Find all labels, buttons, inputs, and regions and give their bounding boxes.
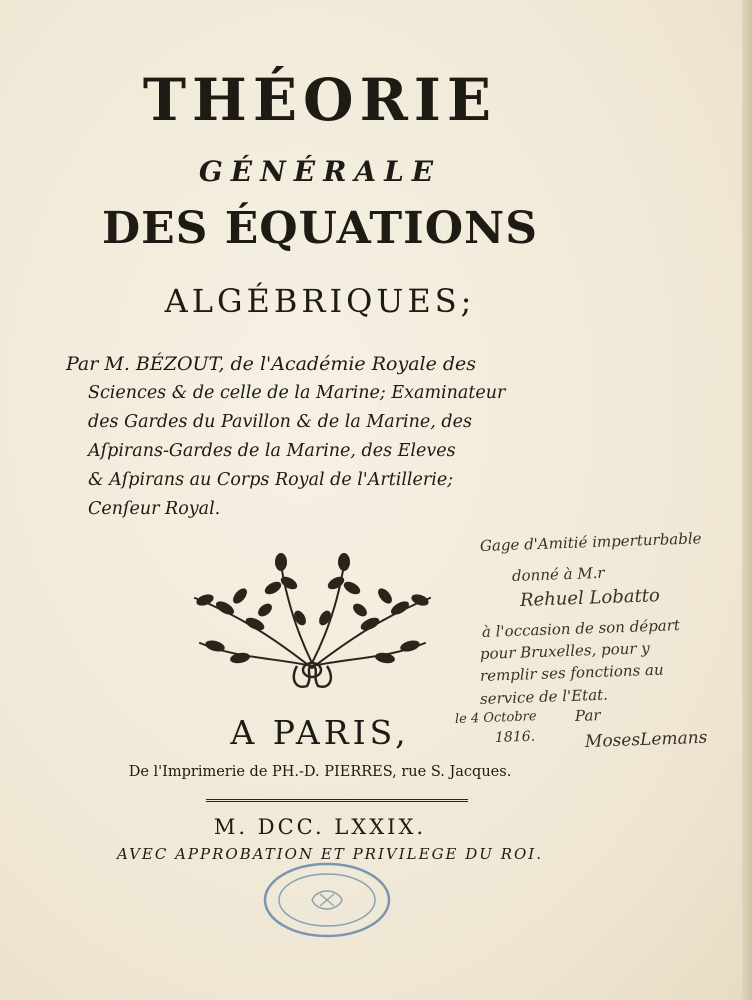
double-rule-divider — [206, 799, 468, 802]
author-line-6: Cenſeur Royal. — [88, 499, 221, 519]
foliage-ornament-icon — [185, 548, 440, 696]
imprint-privilege: AVEC APPROBATION ET PRIVILEGE DU ROI. — [116, 845, 543, 863]
imprint-date: M. DCC. LXXIX. — [213, 815, 427, 839]
inscription-line-4: à l'occasion de son départ — [481, 616, 681, 641]
inscription-place-date: le 4 Octobre — [454, 709, 537, 727]
author-line-2: Sciences & de celle de la Marine; Examinateur — [88, 383, 506, 403]
inscription-line-3: Rehuel Lobatto — [519, 585, 661, 611]
author-line-3: des Gardes du Pavillon & de la Marine, des — [88, 412, 472, 432]
title-line-1: THÉORIE — [142, 66, 498, 134]
inscription-line-6: remplir ses fonctions au — [479, 660, 664, 685]
inscription-line-1: Gage d'Amitié imperturbable — [479, 529, 702, 555]
title-line-4: ALGÉBRIQUES; — [164, 282, 476, 320]
author-line-4: Aſpirans-Gardes de la Marine, des Eleves — [88, 441, 456, 461]
inscription-line-8: Par — [574, 706, 601, 725]
author-block — [66, 350, 566, 524]
inscription-line-5: pour Bruxelles, pour y — [479, 639, 651, 663]
page-edge — [742, 0, 752, 1000]
inscription-line-7: service de l'Etat. — [479, 685, 609, 708]
title-line-2: GÉNÉRALE — [198, 155, 442, 188]
author-line-5: & Aſpirans au Corps Royal de l'Artillerie; — [88, 470, 454, 490]
library-stamp-icon — [262, 860, 392, 940]
inscription-signature: MosesLemans — [584, 727, 708, 752]
inscription-year: 1816. — [494, 728, 536, 746]
title-line-3: DES ÉQUATIONS — [101, 203, 539, 254]
inscription-line-2: donné à M.r — [511, 563, 605, 585]
imprint-printer: De l'Imprimerie de PH.-D. PIERRES, rue S. Jacques. — [128, 764, 512, 780]
author-line-1: Par M. BÉZOUT, de l'Académie Royale des — [66, 353, 477, 375]
imprint-place: A PARIS, — [230, 713, 410, 752]
